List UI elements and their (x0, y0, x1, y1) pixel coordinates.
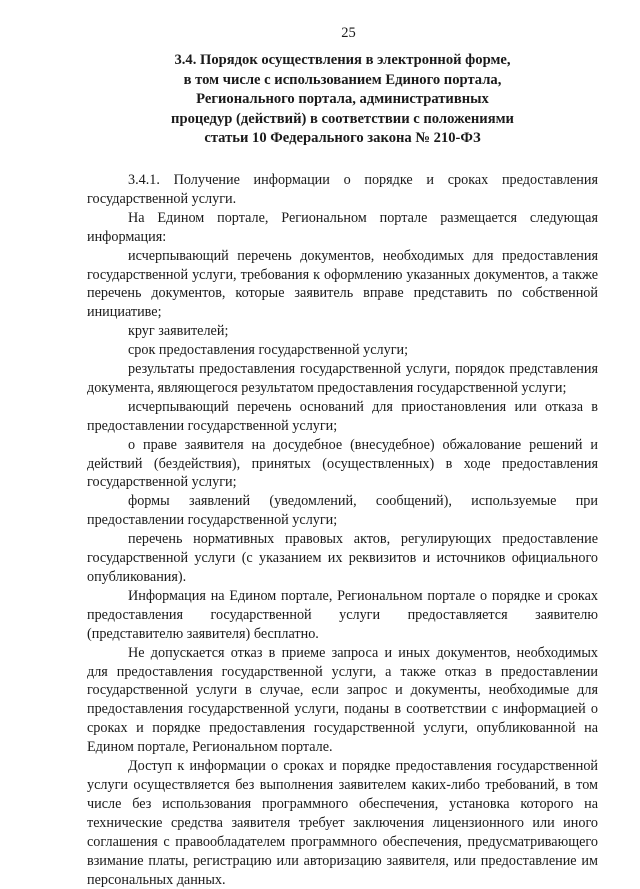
section-body (87, 171, 598, 889)
paragraph: исчерпывающий перечень документов, необходимых для предоставления государственной услуги, требования к оформлению указанных документов, а также перечень документов, которые заявитель вправе представить по собственной инициативе; (87, 247, 598, 321)
heading-line: 3.4. Порядок осуществления в электронной форме, (174, 52, 511, 68)
paragraph: перечень нормативных правовых актов, регулирующих предоставление государственной услуги (с указанием их реквизитов и источников официального опубликования). (87, 531, 598, 585)
paragraph: о праве заявителя на досудебное (внесудебное) обжалование решений и действий (бездействия), принятых (осуществленных) в ходе предоставления государственной услуги; (87, 436, 598, 491)
heading-line: Регионального портала, административных (196, 91, 489, 108)
paragraph: срок предоставления государственной услуги; (128, 342, 409, 359)
paragraph: исчерпывающий перечень оснований для приостановления или отказа в предоставлении государственной услуги; (87, 398, 598, 434)
paragraph: круг заявителей; (128, 323, 229, 340)
page-number: 25 (341, 25, 356, 41)
heading-line: статьи 10 Федерального закона № 210-ФЗ (204, 130, 481, 147)
paragraph: Не допускается отказ в приеме запроса и иных документов, необходимых для предоставления государственной услуги, а также отказ в предоставлении государственной услуги в случае, если запрос и документы, необходимые для предоставления государственной услуги, поданы в соответствии с информацией о сроках и порядке предоставления государственной услуги, опубликованной на Едином портале, Региональном портале. (87, 644, 598, 756)
paragraph: результаты предоставления государственной услуги, порядок представления документа, являющегося результатом предоставления государственной услуги; (87, 361, 598, 396)
paragraph: формы заявлений (уведомлений, сообщений), используемые при предоставлении государственной услуги; (87, 493, 598, 529)
heading-line: в том числе с использованием Единого портала, (183, 71, 502, 88)
section-heading (87, 51, 598, 149)
paragraph: Доступ к информации о сроках и порядке предоставления государственной услуги осуществляется без выполнения заявителем каких-либо требований, в том числе без использования программного обеспечения, установка которого на технические средства заявителя требует заключения лицензионного или иного соглашения с правообладателем программного обеспечения, предусматривающего взимание платы, регистрацию или авторизацию заявителя, или предоставление им персональных данных. (87, 758, 598, 888)
paragraph: На Едином портале, Региональном портале размещается следующая информация: (87, 209, 598, 245)
heading-line: процедур (действий) в соответствии с положениями (171, 110, 514, 127)
paragraph: Информация на Едином портале, Региональном портале о порядке и сроках предоставления государственной услуги предоставляется заявителю (представителю заявителя) бесплатно. (87, 587, 598, 642)
paragraph: 3.4.1. Получение информации о порядке и сроках предоставления государственной услуги. (87, 171, 598, 207)
